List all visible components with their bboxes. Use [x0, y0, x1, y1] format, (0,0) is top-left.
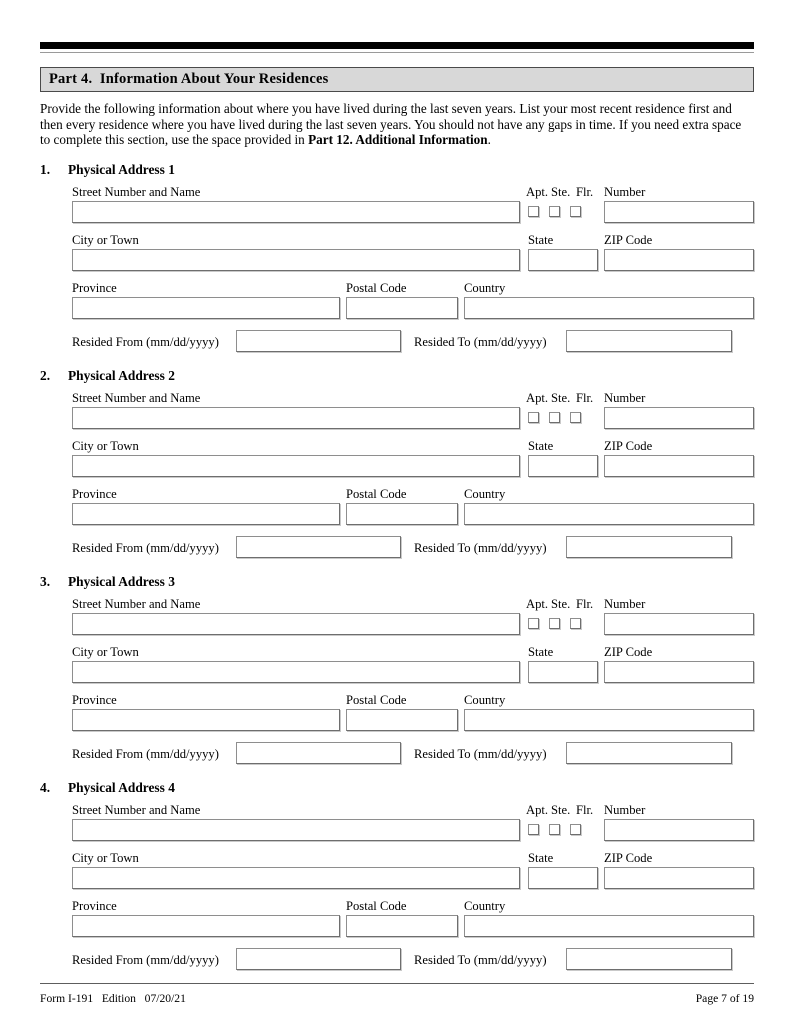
country-input[interactable] [464, 297, 754, 319]
address-block [40, 368, 754, 560]
row-city-fields [72, 455, 754, 479]
section-instructions [40, 101, 754, 148]
label-flr: Flr. [576, 596, 594, 611]
address-fields [40, 597, 754, 766]
address-fields [40, 391, 754, 560]
address-blocks [40, 162, 760, 972]
label-ste: Ste. [551, 390, 571, 405]
state-input[interactable] [528, 867, 598, 889]
resided-to-input[interactable] [566, 536, 732, 558]
label-state: State [528, 850, 554, 865]
state-input[interactable] [528, 249, 598, 271]
label-street: Street Number and Name [72, 390, 201, 405]
label-resided-to: Resided To (mm/dd/yyyy) [414, 746, 547, 761]
resided-from-input[interactable] [236, 948, 401, 970]
row-city-labels [72, 233, 754, 247]
postal-input[interactable] [346, 915, 458, 937]
row-city-labels [72, 439, 754, 453]
row-street-fields [72, 613, 754, 637]
label-street: Street Number and Name [72, 596, 201, 611]
label-apt: Apt. [526, 184, 549, 199]
ste-checkbox[interactable] [549, 412, 560, 423]
apt-ste-flr-checkboxes [528, 206, 581, 217]
part-section-title: Part 4. Information About Your Residences [49, 71, 329, 87]
resided-from-input[interactable] [236, 536, 401, 558]
province-input[interactable] [72, 915, 340, 937]
label-flr: Flr. [576, 802, 594, 817]
instructions-text-1: Provide the following information about where you have lived during the last seven years. List your most recent residence first and then every residence where you have lived during the last seven years. You should not have any gaps in time. If you need extra space to complete this section, use the space provided in [40, 101, 742, 148]
label-city: City or Town [72, 438, 139, 453]
row-street-fields [72, 407, 754, 431]
apt-checkbox[interactable] [528, 618, 539, 629]
flr-checkbox[interactable] [570, 618, 581, 629]
label-state: State [528, 232, 554, 247]
address-fields [40, 803, 754, 972]
footer-page-number: Page 7 of 19 [695, 992, 754, 1005]
row-city-fields [72, 661, 754, 685]
label-number: Number [604, 390, 646, 405]
label-apt: Apt. [526, 596, 549, 611]
ste-checkbox[interactable] [549, 206, 560, 217]
city-input[interactable] [72, 249, 520, 271]
number-input[interactable] [604, 407, 754, 429]
label-country: Country [464, 898, 506, 913]
label-ste: Ste. [551, 596, 571, 611]
city-input[interactable] [72, 661, 520, 683]
instructions-text-end: . [487, 132, 491, 148]
address-block-title: Physical Address 4 [68, 779, 175, 795]
label-state: State [528, 438, 554, 453]
label-province: Province [72, 898, 117, 913]
number-input[interactable] [604, 819, 754, 841]
row-province-fields [72, 503, 754, 527]
address-block-number: 1. [40, 161, 51, 177]
address-block-number: 2. [40, 367, 51, 383]
label-state: State [528, 644, 554, 659]
apt-checkbox[interactable] [528, 412, 539, 423]
province-input[interactable] [72, 503, 340, 525]
row-street-fields [72, 819, 754, 843]
province-input[interactable] [72, 297, 340, 319]
row-street-labels [72, 391, 754, 405]
street-input[interactable] [72, 613, 520, 635]
zip-input[interactable] [604, 867, 754, 889]
label-resided-to: Resided To (mm/dd/yyyy) [414, 952, 547, 967]
resided-to-input[interactable] [566, 742, 732, 764]
label-resided-from: Resided From (mm/dd/yyyy) [72, 746, 219, 761]
country-input[interactable] [464, 915, 754, 937]
label-country: Country [464, 486, 506, 501]
footer-form-id: Form I-191 Edition 07/20/21 [40, 992, 186, 1005]
postal-input[interactable] [346, 503, 458, 525]
street-input[interactable] [72, 201, 520, 223]
top-rule-thin [40, 52, 754, 53]
row-province-fields [72, 915, 754, 939]
address-block-title: Physical Address 3 [68, 573, 175, 589]
label-resided-to: Resided To (mm/dd/yyyy) [414, 334, 547, 349]
label-number: Number [604, 802, 646, 817]
postal-input[interactable] [346, 297, 458, 319]
instructions-reference: Part 12. Additional Information [308, 132, 488, 148]
label-flr: Flr. [576, 184, 594, 199]
address-block-number: 4. [40, 779, 51, 795]
label-zip: ZIP Code [604, 438, 653, 453]
label-country: Country [464, 692, 506, 707]
label-city: City or Town [72, 232, 139, 247]
label-city: City or Town [72, 850, 139, 865]
label-postal: Postal Code [346, 486, 407, 501]
label-ste: Ste. [551, 184, 571, 199]
address-block-number: 3. [40, 573, 51, 589]
state-input[interactable] [528, 455, 598, 477]
apt-ste-flr-checkboxes [528, 618, 581, 629]
label-resided-to: Resided To (mm/dd/yyyy) [414, 540, 547, 555]
state-input[interactable] [528, 661, 598, 683]
country-input[interactable] [464, 709, 754, 731]
row-street-labels [72, 597, 754, 611]
row-resided-dates [72, 742, 754, 766]
apt-checkbox[interactable] [528, 824, 539, 835]
address-block-heading [40, 162, 754, 178]
label-number: Number [604, 596, 646, 611]
label-zip: ZIP Code [604, 232, 653, 247]
address-block [40, 162, 754, 354]
street-input[interactable] [72, 407, 520, 429]
row-resided-dates [72, 536, 754, 560]
row-province-fields [72, 709, 754, 733]
label-apt: Apt. [526, 802, 549, 817]
label-apt: Apt. [526, 390, 549, 405]
label-province: Province [72, 280, 117, 295]
ste-checkbox[interactable] [549, 618, 560, 629]
row-city-fields [72, 249, 754, 273]
zip-input[interactable] [604, 661, 754, 683]
label-flr: Flr. [576, 390, 594, 405]
label-province: Province [72, 486, 117, 501]
street-input[interactable] [72, 819, 520, 841]
resided-to-input[interactable] [566, 948, 732, 970]
part-section-header [40, 67, 754, 92]
label-resided-from: Resided From (mm/dd/yyyy) [72, 334, 219, 349]
row-province-labels [72, 281, 754, 295]
country-input[interactable] [464, 503, 754, 525]
label-postal: Postal Code [346, 898, 407, 913]
row-street-labels [72, 185, 754, 199]
zip-input[interactable] [604, 455, 754, 477]
number-input[interactable] [604, 613, 754, 635]
label-number: Number [604, 184, 646, 199]
address-block [40, 780, 754, 972]
ste-checkbox[interactable] [549, 824, 560, 835]
postal-input[interactable] [346, 709, 458, 731]
zip-input[interactable] [604, 249, 754, 271]
apt-ste-flr-checkboxes [528, 824, 581, 835]
address-block-heading [40, 368, 754, 384]
flr-checkbox[interactable] [570, 412, 581, 423]
row-city-labels [72, 851, 754, 865]
label-zip: ZIP Code [604, 850, 653, 865]
city-input[interactable] [72, 867, 520, 889]
resided-from-input[interactable] [236, 330, 401, 352]
label-street: Street Number and Name [72, 802, 201, 817]
address-fields [40, 185, 754, 354]
label-province: Province [72, 692, 117, 707]
row-resided-dates [72, 330, 754, 354]
row-street-labels [72, 803, 754, 817]
flr-checkbox[interactable] [570, 206, 581, 217]
row-province-labels [72, 899, 754, 913]
address-block [40, 574, 754, 766]
province-input[interactable] [72, 709, 340, 731]
label-ste: Ste. [551, 802, 571, 817]
label-city: City or Town [72, 644, 139, 659]
page-footer [40, 992, 754, 1005]
label-resided-from: Resided From (mm/dd/yyyy) [72, 540, 219, 555]
apt-ste-flr-checkboxes [528, 412, 581, 423]
address-block-heading [40, 780, 754, 796]
address-block-heading [40, 574, 754, 590]
row-resided-dates [72, 948, 754, 972]
address-block-title: Physical Address 2 [68, 367, 175, 383]
address-block-title: Physical Address 1 [68, 161, 175, 177]
label-postal: Postal Code [346, 280, 407, 295]
city-input[interactable] [72, 455, 520, 477]
row-city-labels [72, 645, 754, 659]
apt-checkbox[interactable] [528, 206, 539, 217]
flr-checkbox[interactable] [570, 824, 581, 835]
resided-from-input[interactable] [236, 742, 401, 764]
footer-rule [40, 983, 754, 984]
label-street: Street Number and Name [72, 184, 201, 199]
row-street-fields [72, 201, 754, 225]
resided-to-input[interactable] [566, 330, 732, 352]
number-input[interactable] [604, 201, 754, 223]
row-province-labels [72, 487, 754, 501]
label-country: Country [464, 280, 506, 295]
row-city-fields [72, 867, 754, 891]
top-rule-thick [40, 42, 754, 49]
label-resided-from: Resided From (mm/dd/yyyy) [72, 952, 219, 967]
label-postal: Postal Code [346, 692, 407, 707]
row-province-fields [72, 297, 754, 321]
row-province-labels [72, 693, 754, 707]
label-zip: ZIP Code [604, 644, 653, 659]
